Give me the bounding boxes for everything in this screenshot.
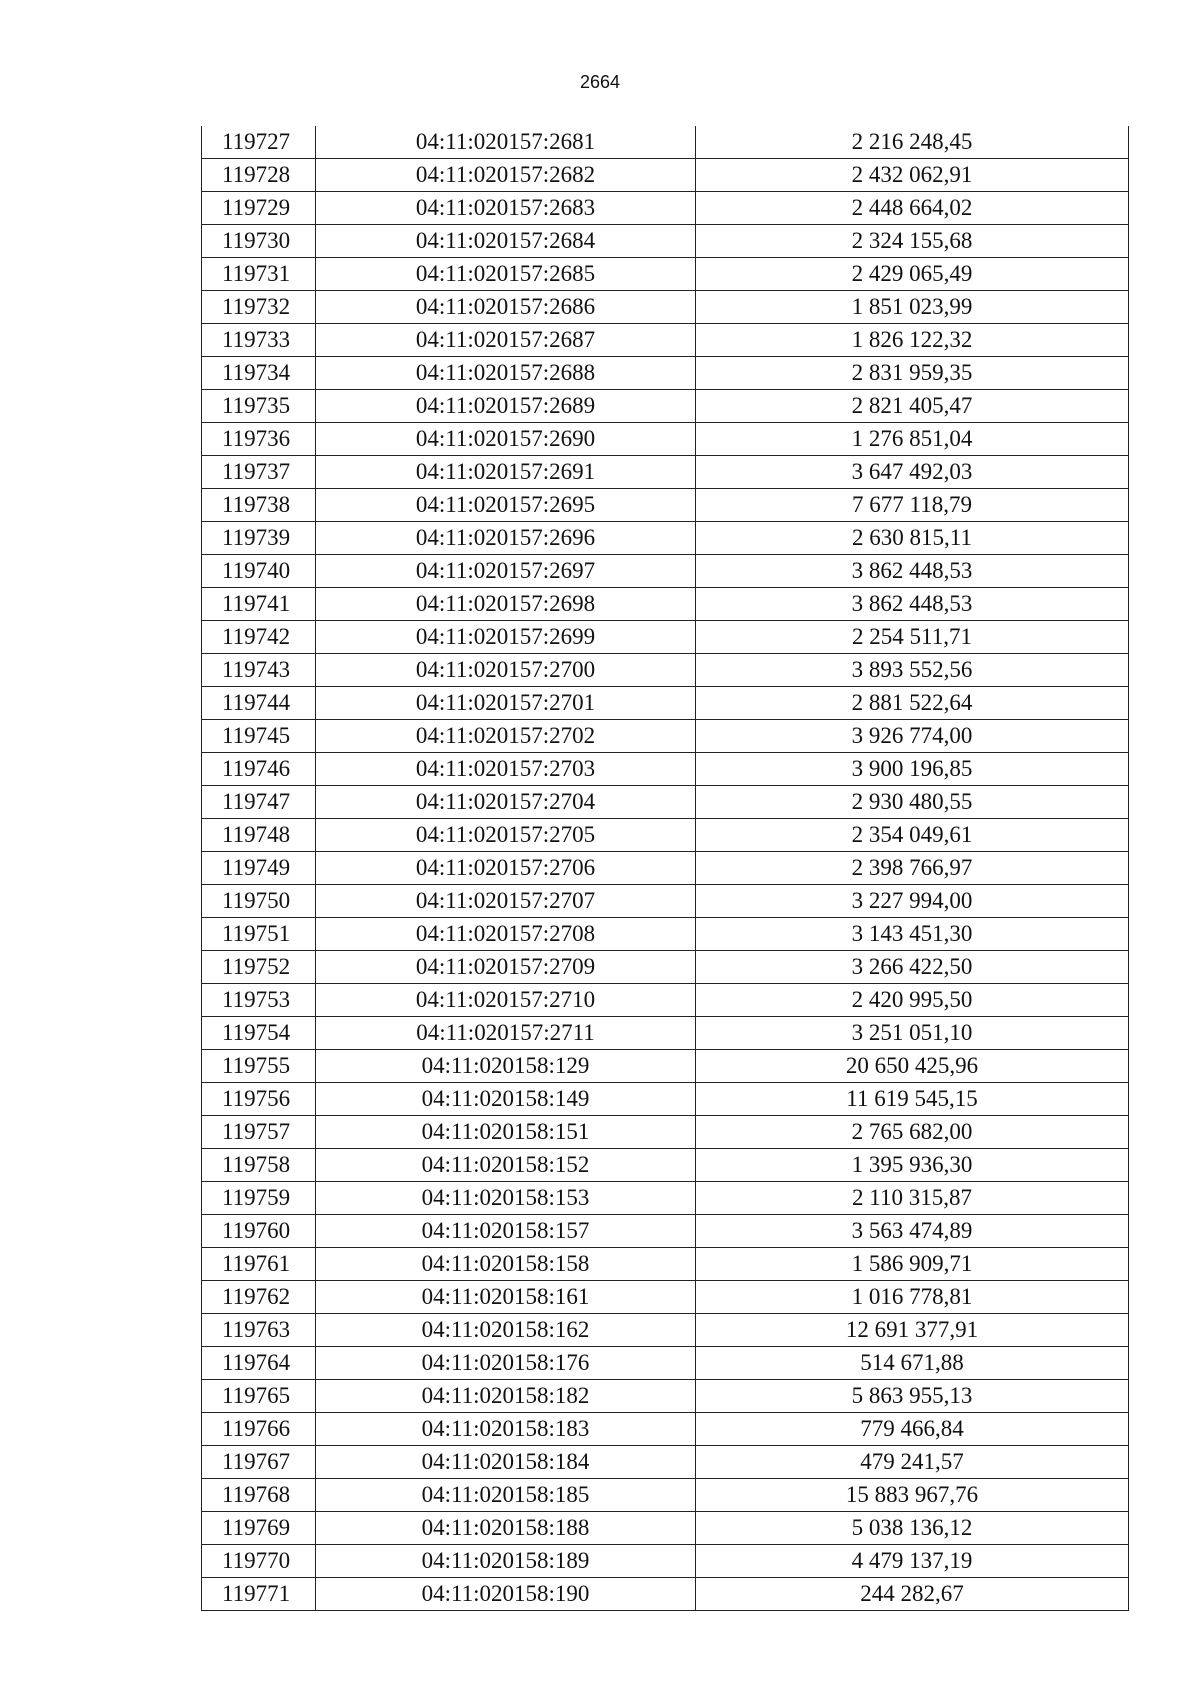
cadastral-number-cell: 04:11:020157:2685 xyxy=(316,258,696,291)
cadastral-value-cell: 3 926 774,00 xyxy=(696,720,1129,753)
cadastral-value-cell: 479 241,57 xyxy=(696,1446,1129,1479)
row-number-cell: 119742 xyxy=(202,621,316,654)
cadastral-value-cell: 2 324 155,68 xyxy=(696,225,1129,258)
table-row xyxy=(202,126,1129,159)
table-row xyxy=(202,1545,1129,1578)
row-number-cell: 119735 xyxy=(202,390,316,423)
row-number-cell: 119758 xyxy=(202,1149,316,1182)
table-row xyxy=(202,951,1129,984)
table-row xyxy=(202,1413,1129,1446)
cadastral-number-cell: 04:11:020158:151 xyxy=(316,1116,696,1149)
cadastral-number-cell: 04:11:020158:129 xyxy=(316,1050,696,1083)
cadastral-value-cell: 15 883 967,76 xyxy=(696,1479,1129,1512)
cadastral-number-cell: 04:11:020157:2709 xyxy=(316,951,696,984)
cadastral-number-cell: 04:11:020157:2689 xyxy=(316,390,696,423)
table-row xyxy=(202,621,1129,654)
cadastral-value-cell: 7 677 118,79 xyxy=(696,489,1129,522)
cadastral-value-cell: 3 563 474,89 xyxy=(696,1215,1129,1248)
table-row xyxy=(202,1578,1129,1611)
cadastral-value-cell: 5 038 136,12 xyxy=(696,1512,1129,1545)
row-number-cell: 119745 xyxy=(202,720,316,753)
cadastral-number-cell: 04:11:020158:152 xyxy=(316,1149,696,1182)
table-row xyxy=(202,390,1129,423)
row-number-cell: 119765 xyxy=(202,1380,316,1413)
cadastral-value-cell: 2 429 065,49 xyxy=(696,258,1129,291)
table-row xyxy=(202,885,1129,918)
cadastral-number-cell: 04:11:020157:2698 xyxy=(316,588,696,621)
table-row xyxy=(202,1380,1129,1413)
cadastral-value-cell: 3 143 451,30 xyxy=(696,918,1129,951)
cadastral-value-cell: 2 432 062,91 xyxy=(696,159,1129,192)
cadastral-value-cell: 1 851 023,99 xyxy=(696,291,1129,324)
row-number-cell: 119738 xyxy=(202,489,316,522)
cadastral-number-cell: 04:11:020157:2683 xyxy=(316,192,696,225)
table-row xyxy=(202,786,1129,819)
cadastral-value-cell: 779 466,84 xyxy=(696,1413,1129,1446)
cadastral-number-cell: 04:11:020157:2699 xyxy=(316,621,696,654)
row-number-cell: 119753 xyxy=(202,984,316,1017)
row-number-cell: 119748 xyxy=(202,819,316,852)
cadastral-number-cell: 04:11:020158:183 xyxy=(316,1413,696,1446)
row-number-cell: 119751 xyxy=(202,918,316,951)
cadastral-value-cell: 3 266 422,50 xyxy=(696,951,1129,984)
cadastral-number-cell: 04:11:020158:184 xyxy=(316,1446,696,1479)
table-row xyxy=(202,357,1129,390)
cadastral-number-cell: 04:11:020157:2704 xyxy=(316,786,696,819)
table-body xyxy=(202,126,1129,1611)
table-row xyxy=(202,1314,1129,1347)
cadastral-value-cell: 2 630 815,11 xyxy=(696,522,1129,555)
cadastral-value-cell: 3 227 994,00 xyxy=(696,885,1129,918)
cadastral-number-cell: 04:11:020157:2701 xyxy=(316,687,696,720)
row-number-cell: 119739 xyxy=(202,522,316,555)
cadastral-value-cell: 12 691 377,91 xyxy=(696,1314,1129,1347)
cadastral-number-cell: 04:11:020157:2707 xyxy=(316,885,696,918)
row-number-cell: 119744 xyxy=(202,687,316,720)
cadastral-number-cell: 04:11:020157:2682 xyxy=(316,159,696,192)
row-number-cell: 119747 xyxy=(202,786,316,819)
table-row xyxy=(202,687,1129,720)
table-row xyxy=(202,654,1129,687)
cadastral-number-cell: 04:11:020157:2705 xyxy=(316,819,696,852)
cadastral-value-cell: 2 420 995,50 xyxy=(696,984,1129,1017)
row-number-cell: 119762 xyxy=(202,1281,316,1314)
table-row xyxy=(202,1479,1129,1512)
table-row xyxy=(202,720,1129,753)
cadastral-number-cell: 04:11:020157:2690 xyxy=(316,423,696,456)
table-row xyxy=(202,1149,1129,1182)
cadastral-number-cell: 04:11:020158:188 xyxy=(316,1512,696,1545)
table-row xyxy=(202,1446,1129,1479)
cadastral-number-cell: 04:11:020158:161 xyxy=(316,1281,696,1314)
table-row xyxy=(202,1083,1129,1116)
row-number-cell: 119749 xyxy=(202,852,316,885)
cadastral-value-cell: 2 448 664,02 xyxy=(696,192,1129,225)
cadastral-value-cell: 3 893 552,56 xyxy=(696,654,1129,687)
table-row xyxy=(202,984,1129,1017)
row-number-cell: 119755 xyxy=(202,1050,316,1083)
row-number-cell: 119756 xyxy=(202,1083,316,1116)
cadastral-number-cell: 04:11:020158:157 xyxy=(316,1215,696,1248)
cadastral-value-cell: 1 276 851,04 xyxy=(696,423,1129,456)
cadastral-value-cell: 2 110 315,87 xyxy=(696,1182,1129,1215)
row-number-cell: 119764 xyxy=(202,1347,316,1380)
row-number-cell: 119750 xyxy=(202,885,316,918)
cadastral-value-cell: 2 831 959,35 xyxy=(696,357,1129,390)
table-row xyxy=(202,1281,1129,1314)
table-row xyxy=(202,291,1129,324)
cadastral-number-cell: 04:11:020157:2695 xyxy=(316,489,696,522)
table-row xyxy=(202,1512,1129,1545)
cadastral-value-cell: 5 863 955,13 xyxy=(696,1380,1129,1413)
row-number-cell: 119743 xyxy=(202,654,316,687)
table-row xyxy=(202,588,1129,621)
table-row xyxy=(202,918,1129,951)
cadastral-value-cell: 11 619 545,15 xyxy=(696,1083,1129,1116)
row-number-cell: 119734 xyxy=(202,357,316,390)
cadastral-value-cell: 2 354 049,61 xyxy=(696,819,1129,852)
cadastral-number-cell: 04:11:020158:190 xyxy=(316,1578,696,1611)
table-row xyxy=(202,1182,1129,1215)
cadastral-value-cell: 244 282,67 xyxy=(696,1578,1129,1611)
cadastral-number-cell: 04:11:020157:2697 xyxy=(316,555,696,588)
table-row xyxy=(202,753,1129,786)
cadastral-number-cell: 04:11:020157:2708 xyxy=(316,918,696,951)
cadastral-value-cell: 20 650 425,96 xyxy=(696,1050,1129,1083)
cadastral-number-cell: 04:11:020157:2688 xyxy=(316,357,696,390)
table-row xyxy=(202,1347,1129,1380)
cadastral-value-cell: 2 254 511,71 xyxy=(696,621,1129,654)
cadastral-number-cell: 04:11:020158:185 xyxy=(316,1479,696,1512)
table-row xyxy=(202,159,1129,192)
cadastral-value-cell: 1 016 778,81 xyxy=(696,1281,1129,1314)
cadastral-value-cell: 4 479 137,19 xyxy=(696,1545,1129,1578)
row-number-cell: 119741 xyxy=(202,588,316,621)
cadastral-value-cell: 1 826 122,32 xyxy=(696,324,1129,357)
cadastral-value-cell: 2 821 405,47 xyxy=(696,390,1129,423)
cadastral-number-cell: 04:11:020157:2696 xyxy=(316,522,696,555)
cadastral-table-container xyxy=(201,126,1128,1611)
row-number-cell: 119754 xyxy=(202,1017,316,1050)
cadastral-value-cell: 3 647 492,03 xyxy=(696,456,1129,489)
row-number-cell: 119740 xyxy=(202,555,316,588)
cadastral-number-cell: 04:11:020157:2700 xyxy=(316,654,696,687)
table-row xyxy=(202,489,1129,522)
table-row xyxy=(202,819,1129,852)
cadastral-value-cell: 1 395 936,30 xyxy=(696,1149,1129,1182)
cadastral-value-cell: 2 765 682,00 xyxy=(696,1116,1129,1149)
cadastral-number-cell: 04:11:020158:182 xyxy=(316,1380,696,1413)
cadastral-number-cell: 04:11:020157:2706 xyxy=(316,852,696,885)
cadastral-number-cell: 04:11:020157:2710 xyxy=(316,984,696,1017)
cadastral-value-cell: 3 862 448,53 xyxy=(696,588,1129,621)
table-row xyxy=(202,225,1129,258)
row-number-cell: 119752 xyxy=(202,951,316,984)
cadastral-number-cell: 04:11:020158:162 xyxy=(316,1314,696,1347)
row-number-cell: 119767 xyxy=(202,1446,316,1479)
cadastral-value-cell: 2 930 480,55 xyxy=(696,786,1129,819)
row-number-cell: 119766 xyxy=(202,1413,316,1446)
table-row xyxy=(202,522,1129,555)
cadastral-number-cell: 04:11:020158:189 xyxy=(316,1545,696,1578)
row-number-cell: 119733 xyxy=(202,324,316,357)
cadastral-number-cell: 04:11:020157:2703 xyxy=(316,753,696,786)
table-row xyxy=(202,555,1129,588)
row-number-cell: 119728 xyxy=(202,159,316,192)
row-number-cell: 119757 xyxy=(202,1116,316,1149)
row-number-cell: 119768 xyxy=(202,1479,316,1512)
cadastral-value-cell: 2 881 522,64 xyxy=(696,687,1129,720)
cadastral-value-cell: 3 862 448,53 xyxy=(696,555,1129,588)
cadastral-number-cell: 04:11:020157:2684 xyxy=(316,225,696,258)
cadastral-value-cell: 3 251 051,10 xyxy=(696,1017,1129,1050)
cadastral-number-cell: 04:11:020158:153 xyxy=(316,1182,696,1215)
page-number: 2664 xyxy=(579,72,621,92)
cadastral-number-cell: 04:11:020158:149 xyxy=(316,1083,696,1116)
cadastral-number-cell: 04:11:020157:2702 xyxy=(316,720,696,753)
table-row xyxy=(202,324,1129,357)
row-number-cell: 119760 xyxy=(202,1215,316,1248)
table-row xyxy=(202,192,1129,225)
cadastral-value-cell: 2 398 766,97 xyxy=(696,852,1129,885)
table-row xyxy=(202,423,1129,456)
table-row xyxy=(202,1050,1129,1083)
table-row xyxy=(202,852,1129,885)
row-number-cell: 119731 xyxy=(202,258,316,291)
row-number-cell: 119737 xyxy=(202,456,316,489)
row-number-cell: 119729 xyxy=(202,192,316,225)
cadastral-number-cell: 04:11:020157:2691 xyxy=(316,456,696,489)
row-number-cell: 119769 xyxy=(202,1512,316,1545)
row-number-cell: 119732 xyxy=(202,291,316,324)
row-number-cell: 119746 xyxy=(202,753,316,786)
row-number-cell: 119771 xyxy=(202,1578,316,1611)
cadastral-number-cell: 04:11:020157:2686 xyxy=(316,291,696,324)
row-number-cell: 119736 xyxy=(202,423,316,456)
table-row xyxy=(202,258,1129,291)
row-number-cell: 119727 xyxy=(202,126,316,159)
cadastral-number-cell: 04:11:020157:2687 xyxy=(316,324,696,357)
cadastral-value-table xyxy=(201,126,1129,1611)
table-row xyxy=(202,1248,1129,1281)
cadastral-value-cell: 1 586 909,71 xyxy=(696,1248,1129,1281)
cadastral-number-cell: 04:11:020157:2711 xyxy=(316,1017,696,1050)
row-number-cell: 119730 xyxy=(202,225,316,258)
row-number-cell: 119759 xyxy=(202,1182,316,1215)
cadastral-number-cell: 04:11:020157:2681 xyxy=(316,126,696,159)
cadastral-value-cell: 3 900 196,85 xyxy=(696,753,1129,786)
table-row xyxy=(202,1017,1129,1050)
row-number-cell: 119770 xyxy=(202,1545,316,1578)
row-number-cell: 119761 xyxy=(202,1248,316,1281)
table-row xyxy=(202,1116,1129,1149)
cadastral-value-cell: 2 216 248,45 xyxy=(696,126,1129,159)
row-number-cell: 119763 xyxy=(202,1314,316,1347)
cadastral-number-cell: 04:11:020158:158 xyxy=(316,1248,696,1281)
table-row xyxy=(202,1215,1129,1248)
cadastral-value-cell: 514 671,88 xyxy=(696,1347,1129,1380)
table-row xyxy=(202,456,1129,489)
cadastral-number-cell: 04:11:020158:176 xyxy=(316,1347,696,1380)
